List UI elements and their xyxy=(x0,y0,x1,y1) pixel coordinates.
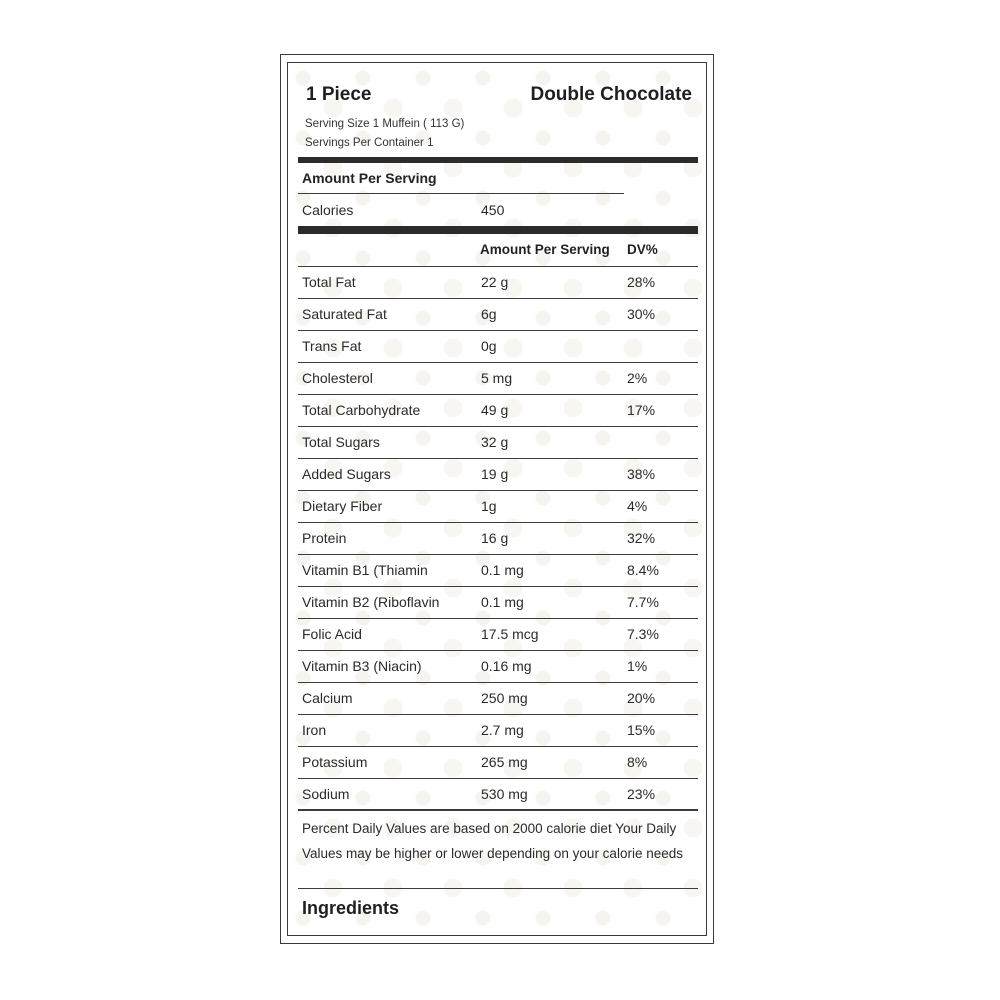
nutrient-dv: 28% xyxy=(627,274,656,290)
row-divider xyxy=(298,394,698,395)
nutrient-dv: 15% xyxy=(627,722,656,738)
nutrient-amount: 0.1 mg xyxy=(481,562,524,578)
divider-footnote xyxy=(298,888,698,889)
thick-divider-top xyxy=(298,157,698,163)
nutrient-dv: 4% xyxy=(627,498,648,514)
nutrient-amount: 265 mg xyxy=(481,754,528,770)
nutrient-amount: 19 g xyxy=(481,466,509,482)
nutrient-name: Cholesterol xyxy=(302,370,373,386)
nutrient-amount: 0.16 mg xyxy=(481,658,532,674)
nutrient-amount: 0.1 mg xyxy=(481,594,524,610)
row-divider xyxy=(298,490,698,491)
flavor-title: Double Chocolate xyxy=(530,84,692,105)
nutrient-name: Total Carbohydrate xyxy=(302,402,421,418)
nutrient-name: Added Sugars xyxy=(302,466,391,482)
nutrient-name: Vitamin B3 (Niacin) xyxy=(302,658,422,674)
row-divider xyxy=(298,522,698,523)
row-divider xyxy=(298,362,698,363)
row-divider xyxy=(298,714,698,715)
daily-value-footnote: Percent Daily Values are based on 2000 calorie diet Your Daily Values may be higher or lower depending on your calorie needs xyxy=(302,821,683,861)
nutrient-name: Saturated Fat xyxy=(302,306,387,322)
serving-size: Serving Size 1 Muffein ( 113 G) xyxy=(305,118,465,130)
nutrient-dv: 20% xyxy=(627,690,656,706)
nutrient-amount: 530 mg xyxy=(481,786,528,802)
row-divider xyxy=(298,618,698,619)
nutrient-name: Sodium xyxy=(302,786,350,802)
nutrient-name: Potassium xyxy=(302,754,368,770)
nutrient-dv: 7.3% xyxy=(627,626,659,642)
nutrient-amount: 22 g xyxy=(481,274,509,290)
nutrient-dv: 8% xyxy=(627,754,648,770)
row-divider xyxy=(298,458,698,459)
nutrient-name: Iron xyxy=(302,722,327,738)
row-divider xyxy=(298,682,698,683)
nutrient-amount: 1g xyxy=(481,498,497,514)
ingredients-heading: Ingredients xyxy=(302,898,400,918)
row-divider xyxy=(298,650,698,651)
nutrient-name: Calcium xyxy=(302,690,353,706)
column-header-amount: Amount Per Serving xyxy=(480,242,610,257)
nutrient-name: Vitamin B2 (Riboflavin xyxy=(302,594,440,610)
nutrient-name: Dietary Fiber xyxy=(302,498,383,514)
nutrient-name: Total Fat xyxy=(302,274,356,290)
nutrient-amount: 5 mg xyxy=(481,370,513,386)
nutrient-dv: 38% xyxy=(627,466,656,482)
nutrient-amount: 32 g xyxy=(481,434,509,450)
nutrient-name: Folic Acid xyxy=(302,626,362,642)
nutrient-amount: 49 g xyxy=(481,402,509,418)
amount-per-serving-heading: Amount Per Serving xyxy=(302,170,437,186)
nutrient-dv: 23% xyxy=(627,786,656,802)
row-divider xyxy=(298,330,698,331)
nutrient-name: Protein xyxy=(302,530,347,546)
row-divider xyxy=(298,586,698,587)
row-divider xyxy=(298,746,698,747)
servings-per-container: Servings Per Container 1 xyxy=(305,137,434,149)
row-divider xyxy=(298,298,698,299)
nutrient-dv: 32% xyxy=(627,530,656,546)
nutrient-dv: 17% xyxy=(627,402,656,418)
nutrient-amount: 250 mg xyxy=(481,690,528,706)
nutrient-amount: 16 g xyxy=(481,530,509,546)
divider-header xyxy=(298,266,698,267)
nutrient-amount: 17.5 mcg xyxy=(481,626,539,642)
nutrient-dv: 7.7% xyxy=(627,594,659,610)
column-header-dv: DV% xyxy=(627,242,658,257)
calories-value: 450 xyxy=(481,202,505,218)
nutrient-amount: 2.7 mg xyxy=(481,722,524,738)
divider-amount xyxy=(298,193,624,194)
nutrient-name: Trans Fat xyxy=(302,338,362,354)
nutrient-amount: 6g xyxy=(481,306,497,322)
row-divider xyxy=(298,778,698,779)
thick-divider-calories xyxy=(298,226,698,234)
nutrient-name: Vitamin B1 (Thiamin xyxy=(302,562,428,578)
calories-label: Calories xyxy=(302,202,354,218)
nutrient-dv: 8.4% xyxy=(627,562,659,578)
portion-title: 1 Piece xyxy=(306,84,372,105)
divider-table-end xyxy=(298,809,698,811)
nutrient-dv: 30% xyxy=(627,306,656,322)
row-divider xyxy=(298,554,698,555)
nutrient-dv: 1% xyxy=(627,658,648,674)
row-divider xyxy=(298,426,698,427)
nutrient-name: Total Sugars xyxy=(302,434,380,450)
nutrient-dv: 2% xyxy=(627,370,648,386)
nutrient-amount: 0g xyxy=(481,338,497,354)
